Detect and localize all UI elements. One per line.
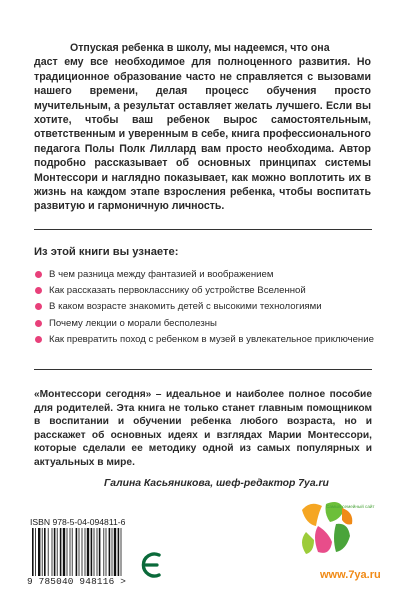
learn-list bbox=[34, 267, 379, 348]
intro-first-line: Отпуская ребенка в школу, мы надеемся, что она bbox=[70, 42, 330, 54]
divider-top bbox=[34, 229, 372, 230]
barcode bbox=[30, 528, 132, 576]
bullet-dot-icon bbox=[35, 303, 42, 310]
list-item: В каком возрасте знакомить детей с высокими технологиями bbox=[34, 299, 379, 315]
list-item: Как рассказать первокласснику об устройстве Вселенной bbox=[34, 283, 379, 299]
bullet-dot-icon bbox=[35, 271, 42, 278]
site-logo-caption: Самый семейный сайт bbox=[326, 504, 375, 509]
bullet-dot-icon bbox=[35, 287, 42, 294]
barcode-digits: 9 785040 948116 > bbox=[27, 576, 127, 587]
list-item: Почему лекции о морали бесполезны bbox=[34, 316, 379, 332]
list-item: Как превратить поход с ребенком в музей в увлекательное приключение bbox=[34, 332, 379, 348]
divider-bottom bbox=[34, 369, 372, 370]
learn-heading: Из этой книги вы узнаете: bbox=[34, 246, 179, 258]
review-quote: «Монтессори сегодня» – идеальное и наиболее полное пособие для родителей. Эта книга не только станет главным помощником в воспитании и обучении ребенка любого возраста, но и расскажет об основных идеях и взглядах Марии Монтессори, которые сделали ее методику одной из самых популярных и актуальных в мире. bbox=[34, 389, 372, 468]
isbn-label: ISBN 978-5-04-094811-6 bbox=[30, 517, 126, 527]
intro-body: даст ему все необходимое для полноценного развития. Но традиционное образование часто не справляется с вызовами нашего времени, делая процесс обучения просто мучительным, а результат оставляет желать лучшего. Если вы хотите, чтобы ваш ребенок вырос самостоятельным, ответственным и уверенным в себе, книга профессионального педагога Полы Полк Лиллард вам просто необходима. Автор подробно рассказывает об основных принципах системы Монтессори и наглядно показывает, как можно воплотить их в жизнь на каждом этапе взросления ребенка, чтобы воспитать развитую и гармоничную личность. bbox=[34, 56, 371, 213]
list-item: В чем разница между фантазией и воображением bbox=[34, 267, 379, 283]
review-signature: Галина Касьяникова, шеф-редактор 7ya.ru bbox=[104, 478, 329, 489]
site-url-link[interactable]: www.7ya.ru bbox=[320, 569, 381, 581]
eksmo-logo-icon bbox=[138, 548, 164, 582]
bullet-dot-icon bbox=[35, 320, 42, 327]
intro-paragraph bbox=[34, 41, 371, 214]
bullet-dot-icon bbox=[35, 336, 42, 343]
